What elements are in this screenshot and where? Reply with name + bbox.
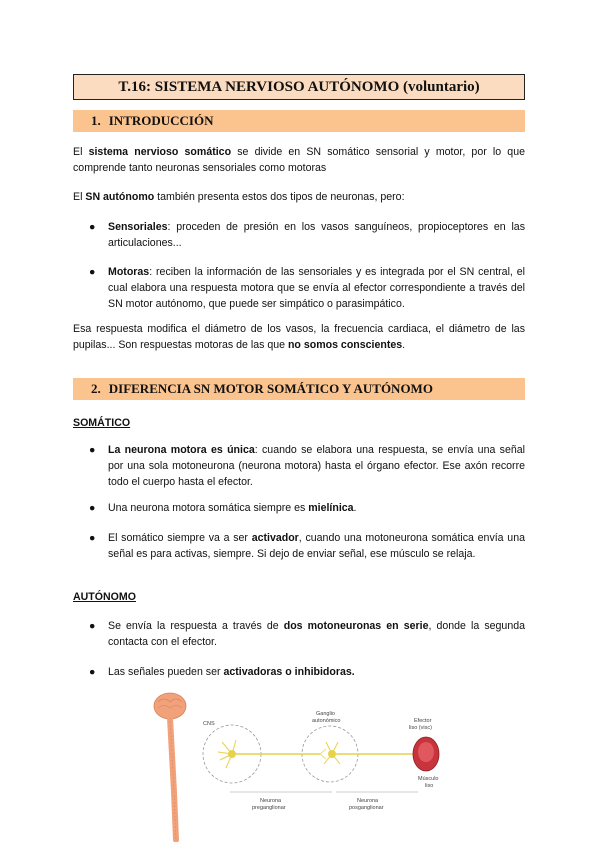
bullet-somatico-3: El somático siempre va a ser activador, cuando una motoneurona somática envía una señal es para activas, siempre. Si dejo de enviar señal, ese músculo se relaja.	[108, 532, 525, 560]
paragraph-intro-1: El sistema nervioso somático se divide en SN somático sensorial y motor, por lo que comprende tanto neuronas sensoriales como motoras	[73, 146, 525, 174]
document-title: T.16: SISTEMA NERVIOSO AUTÓNOMO (voluntario)	[73, 74, 525, 100]
bullet-dot: ●	[89, 444, 96, 456]
label-ganglio: Ganglio	[316, 711, 335, 717]
bullet-autonomo-2: Las señales pueden ser activadoras o inhibidoras.	[108, 666, 355, 678]
label-efector: Efector	[414, 718, 432, 724]
subheading-somatico: SOMÁTICO	[73, 417, 131, 429]
bullet-dot: ●	[89, 532, 96, 544]
section-title: DIFERENCIA SN MOTOR SOMÁTICO Y AUTÓNOMO	[108, 381, 433, 396]
bullet-dot: ●	[89, 266, 96, 278]
bullet-sensoriales: Sensoriales: proceden de presión en los vasos sanguíneos, propioceptores en las articulaciones...	[108, 221, 525, 249]
label-ganglio-2: autonómico	[312, 718, 341, 724]
bullet-motoras: Motoras: reciben la información de las sensoriales y es integrada por el SN central, el cual elabora una respuesta motora que se envía al efector correspondiente a través del SN motor autónomo, que puede ser simpático o parasimpático.	[108, 266, 525, 310]
label-post-1: Neurona	[357, 798, 379, 804]
bullet-dot: ●	[89, 221, 96, 233]
postganglionic-neuron	[324, 742, 420, 764]
label-post-2: posganglionar	[349, 805, 384, 811]
section-heading-introduccion	[73, 110, 525, 132]
preganglionic-neuron	[218, 740, 326, 768]
paragraph-intro-3: Esa respuesta modifica el diámetro de los vasos, la frecuencia cardiaca, el diámetro de las pupilas... Son respuestas motoras de las que no somos conscientes.	[73, 323, 525, 351]
section-title: INTRODUCCIÓN	[108, 113, 214, 128]
brain-spinal-cord-illustration	[154, 693, 186, 840]
section-number: 2.	[91, 381, 101, 396]
autonomic-pathway-figure	[150, 692, 450, 842]
paragraph-intro-2: El SN autónomo también presenta estos dos tipos de neuronas, pero:	[73, 191, 405, 203]
label-pre-1: Neurona	[260, 798, 282, 804]
label-pre-2: preganglionar	[252, 805, 286, 811]
bullet-somatico-2: Una neurona motora somática siempre es mielínica.	[108, 502, 357, 514]
label-musculo: Músculo	[418, 776, 439, 782]
bullet-somatico-1: La neurona motora es única: cuando se elabora una respuesta, se envía una señal por una sola motoneurona (neurona motora) hasta el órgano efector. Ese axón recorre todo el cuerpo hasta el efector.	[108, 444, 525, 488]
bullet-dot: ●	[89, 620, 96, 632]
section-number: 1.	[91, 113, 101, 128]
bullet-autonomo-1: Se envía la respuesta a través de dos motoneuronas en serie, donde la segunda contacta con el efector.	[108, 620, 525, 648]
effector-smooth-muscle	[413, 737, 439, 771]
section-heading-diferencia	[73, 378, 525, 400]
label-cns: CNS	[203, 721, 215, 727]
subheading-autonomo: AUTÓNOMO	[73, 591, 136, 603]
bullet-dot: ●	[89, 502, 96, 514]
label-efector-2: liso (visc)	[409, 725, 432, 731]
bullet-dot: ●	[89, 666, 96, 678]
label-musculo-2: liso	[425, 783, 434, 789]
